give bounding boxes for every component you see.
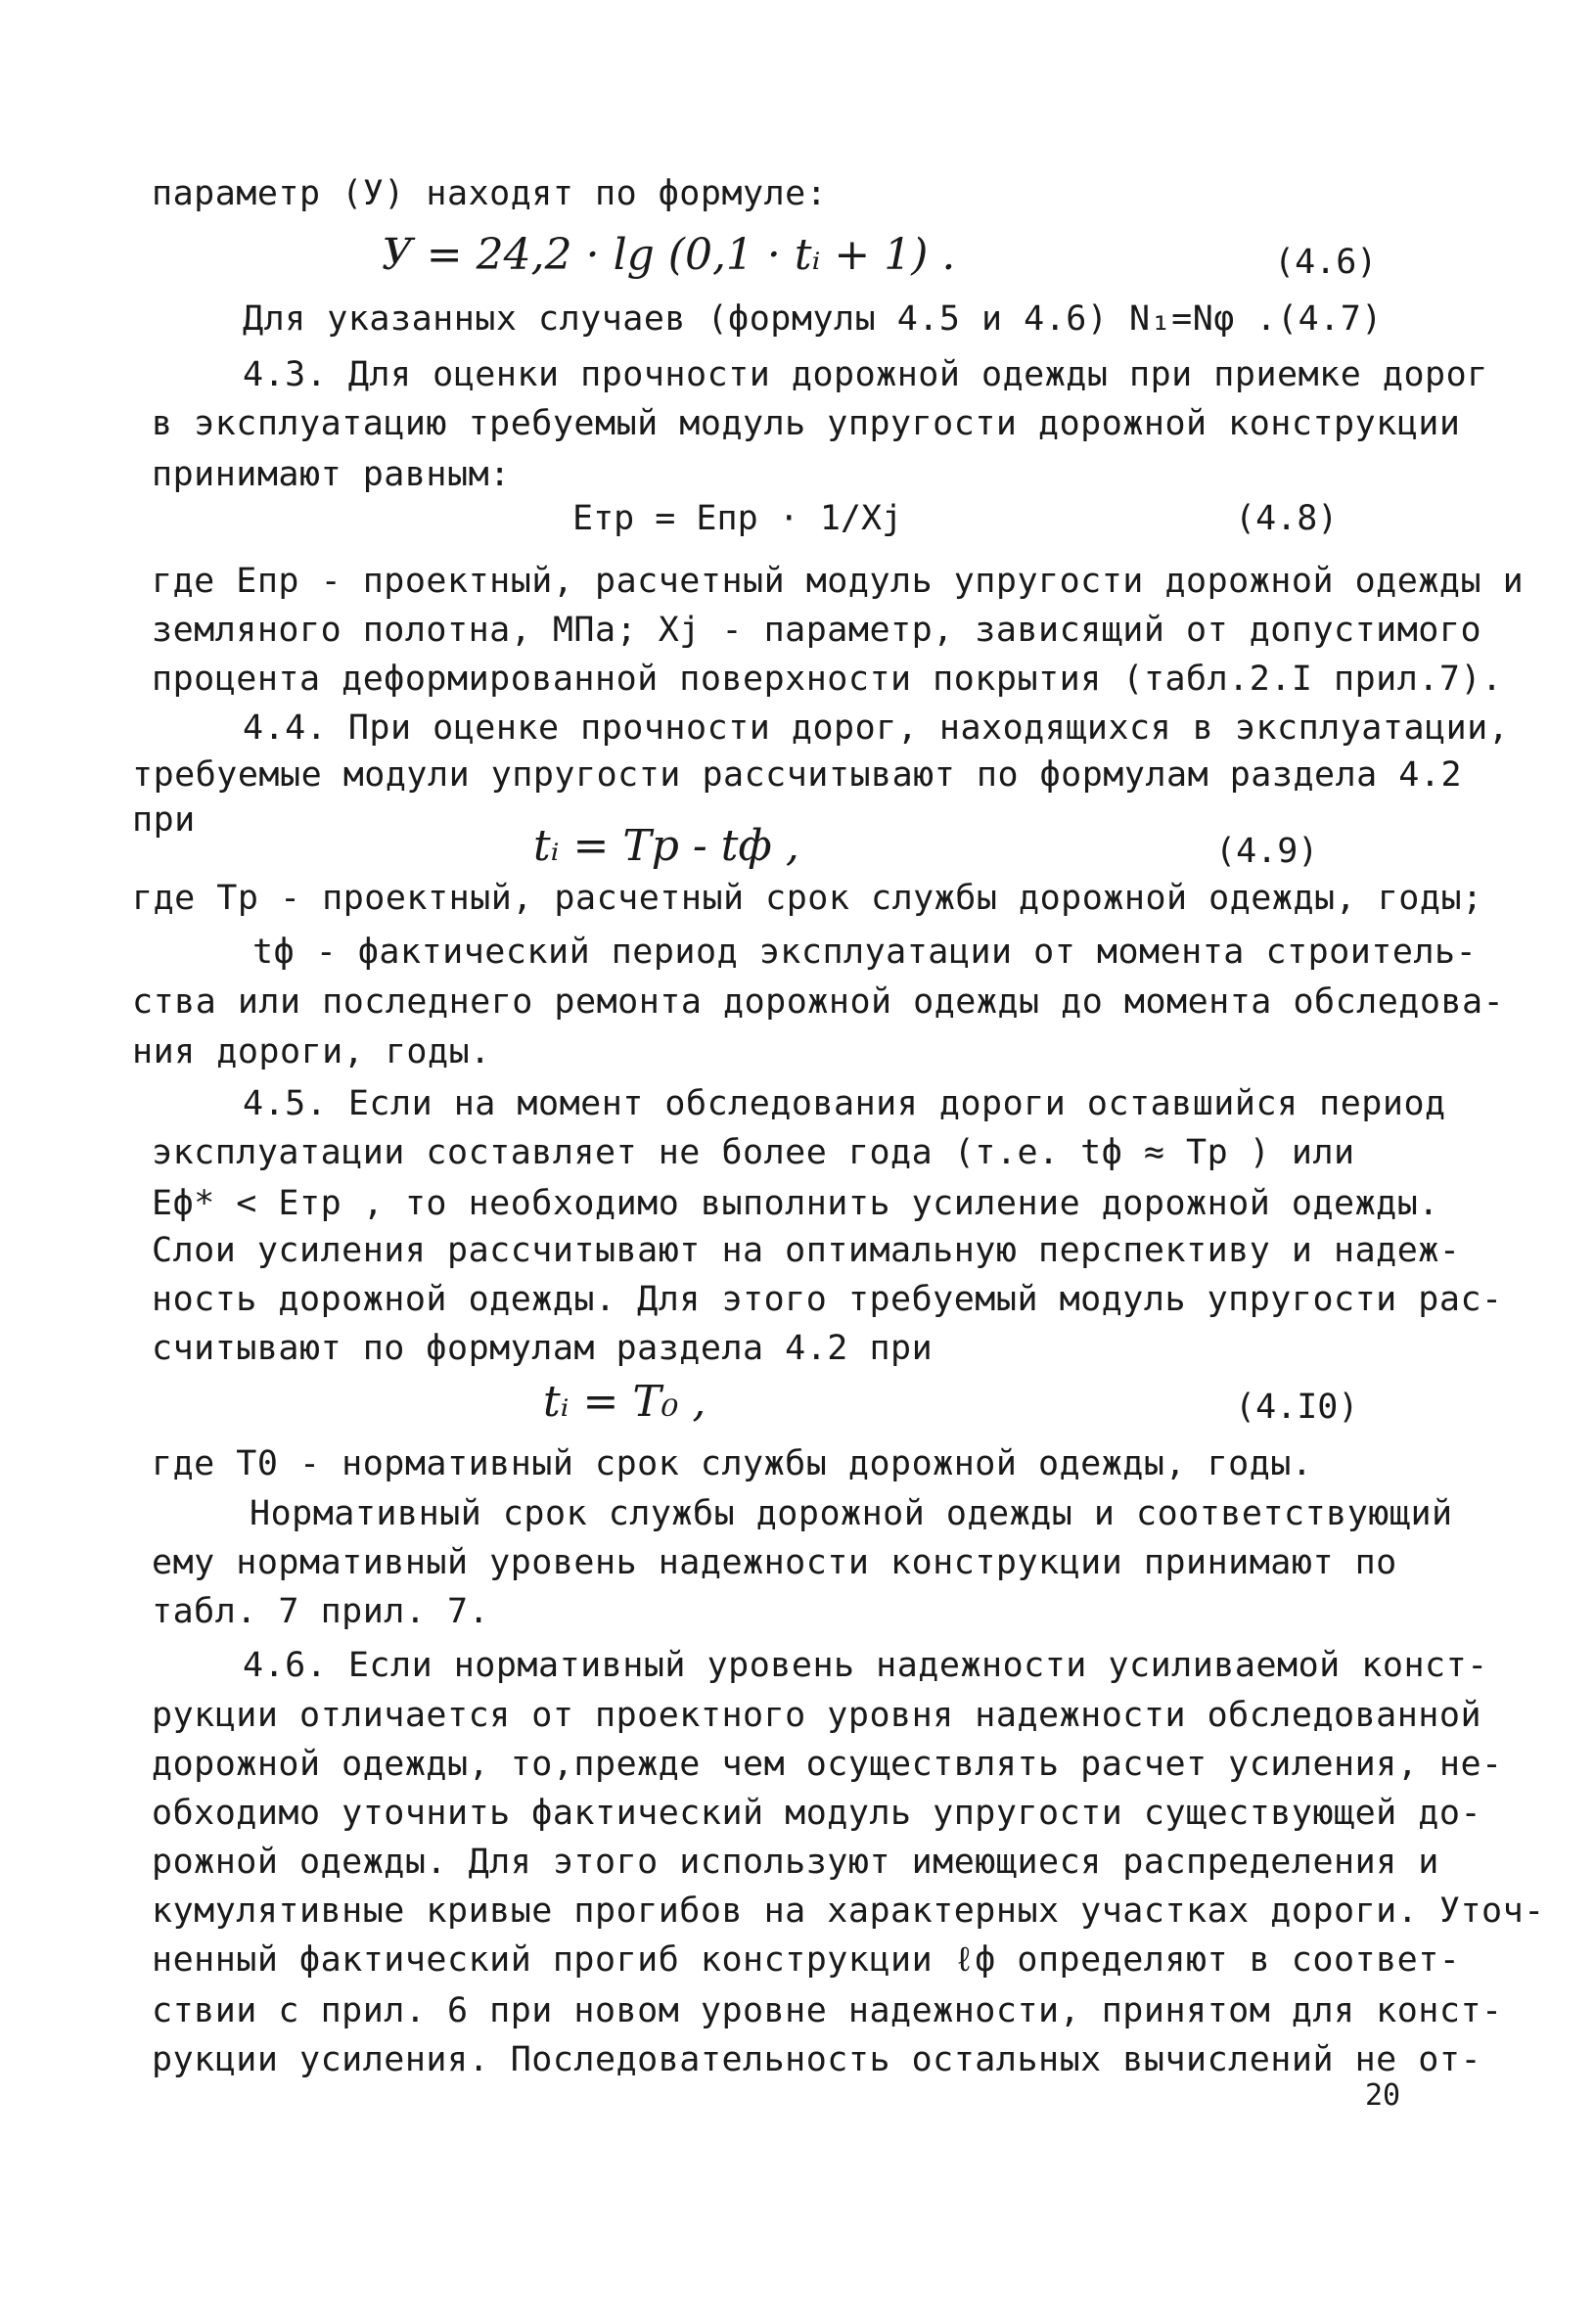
text-line: ния дороги, годы. — [132, 1032, 491, 1071]
equation-number-4-8: (4.8) — [1235, 499, 1339, 538]
paragraph-4-6-start: 4.6. Если нормативный уровень надежности усиливаемой конст- — [243, 1646, 1488, 1685]
text-line: кумулятивные кривые прогибов на характерных участках дороги. Уточ- — [152, 1891, 1545, 1931]
text-line: эксплуатации составляет не более года (т.е. tф ≈ Tр ) или — [152, 1133, 1355, 1172]
text-line: в эксплуатацию требуемый модуль упругости дорожной конструкции — [152, 404, 1461, 443]
formula-4-9: tᵢ = Tр - tф , — [533, 821, 799, 871]
equation-number-4-10: (4.I0) — [1235, 1388, 1359, 1427]
text-line: при — [132, 800, 196, 840]
text-line: Для указанных случаев (формулы 4.5 и 4.6) N₁=Nφ .(4.7) — [243, 299, 1383, 339]
text-line: рукции усиления. Последовательность остальных вычислений не от- — [152, 2040, 1482, 2079]
text-line: принимают равным: — [152, 455, 511, 494]
formula-4-8: Eтр = Eпр · 1/Xj — [572, 499, 903, 538]
text-line: Eф* < Eтр , то необходимо выполнить усиление дорожной одежды. — [152, 1184, 1439, 1223]
text-line: Слои усиления рассчитывают на оптимальную перспективу и надеж- — [152, 1231, 1461, 1270]
text-line: рукции отличается от проектного уровня надежности обследованной — [152, 1696, 1482, 1735]
formula-4-6: У = 24,2 · lg (0,1 · tᵢ + 1) . — [382, 230, 956, 280]
text-line: где Tp - проектный, расчетный срок службы дорожной одежды, годы; — [132, 879, 1483, 918]
text-line: земляного полотна, МПа; Xj - параметр, зависящий от допустимого — [152, 611, 1482, 650]
text-line: ненный фактический прогиб конструкции ℓф определяют в соответ- — [152, 1940, 1461, 1980]
paragraph-4-5-start: 4.5. Если на момент обследования дороги оставшийся период — [243, 1084, 1446, 1123]
text-line: параметр (У) находят по формуле: — [152, 174, 828, 213]
text-line: дорожной одежды, то,прежде чем осуществлять расчет усиления, не- — [152, 1745, 1503, 1784]
text-line: ность дорожной одежды. Для этого требуемый модуль упругости рас- — [152, 1280, 1503, 1319]
equation-number-4-9: (4.9) — [1215, 832, 1319, 871]
paragraph-4-4-start: 4.4. При оценке прочности дорог, находящихся в эксплуатации, — [243, 708, 1510, 748]
text-line: Нормативный срок службы дорожной одежды и соответствующий — [250, 1494, 1453, 1533]
equation-number-4-6: (4.6) — [1274, 243, 1378, 282]
text-line: табл. 7 прил. 7. — [152, 1592, 490, 1631]
text-line: процента деформированной поверхности покрытия (табл.2.I прил.7). — [152, 660, 1503, 699]
text-line: требуемые модули упругости рассчитывают по формулам раздела 4.2 — [132, 755, 1463, 795]
paragraph-4-3-start: 4.3. Для оценки прочности дорожной одежды при приемке дорог — [243, 355, 1488, 394]
text-line: считывают по формулам раздела 4.2 при — [152, 1329, 934, 1368]
text-line: рожной одежды. Для этого используют имеющиеся распределения и — [152, 1843, 1439, 1882]
text-line: где T0 - нормативный срок службы дорожной одежды, годы. — [152, 1444, 1313, 1483]
text-line: ему нормативный уровень надежности конструкции принимают по — [152, 1543, 1397, 1582]
text-line: ства или последнего ремонта дорожной одежды до момента обследова- — [132, 982, 1505, 1022]
formula-4-10: tᵢ = T₀ , — [543, 1377, 706, 1427]
page-number: 20 — [1365, 2078, 1401, 2113]
text-line: где Eпр - проектный, расчетный модуль упругости дорожной одежды и — [152, 562, 1525, 601]
text-line: ствии с прил. 6 при новом уровне надежности, принятом для конст- — [152, 1991, 1503, 2030]
text-line: tф - фактический период эксплуатации от момента строитель- — [252, 933, 1478, 972]
text-line: обходимо уточнить фактический модуль упругости существующей до- — [152, 1794, 1482, 1833]
